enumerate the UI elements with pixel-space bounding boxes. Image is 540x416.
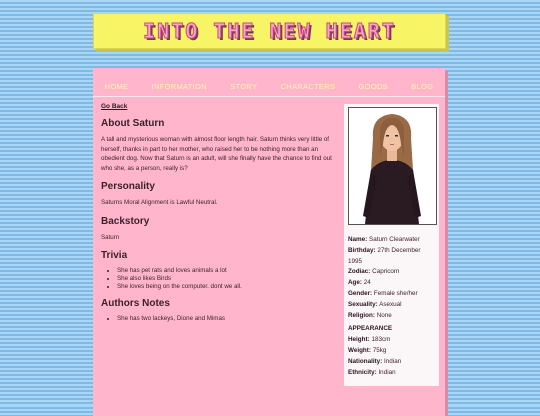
nav-home[interactable]: HOME bbox=[104, 81, 129, 91]
character-content bbox=[101, 118, 336, 331]
profile-ethnicity-row: Ethnicity: Indian bbox=[348, 368, 396, 376]
authors-notes-list bbox=[101, 315, 336, 323]
profile-sidebar bbox=[344, 104, 439, 392]
backstory-text: Saturn bbox=[101, 233, 120, 241]
list-item: • She has two lackeys, Dione and Mimas bbox=[117, 315, 336, 323]
site-title: INTO THE NEW HEART bbox=[143, 19, 396, 43]
trivia-list bbox=[101, 267, 336, 290]
profile-zodiac-row: Zodiac: Capricorn bbox=[348, 268, 400, 276]
profile-info bbox=[348, 235, 436, 378]
list-item: • She loves being on the computer. dont we all. bbox=[117, 283, 336, 291]
about-heading: About Saturn bbox=[101, 118, 165, 129]
list-item: • She also likes Birds bbox=[117, 275, 336, 283]
appearance-heading: APPEARANCE bbox=[348, 325, 393, 333]
main-panel bbox=[93, 68, 445, 398]
profile-birthday-row: Birthday: 27th December 1995 bbox=[348, 246, 421, 265]
personality-heading: Personality bbox=[101, 181, 155, 192]
profile-weight-row: Weight: 75kg bbox=[348, 346, 387, 354]
authors-notes-heading: Authors Notes bbox=[101, 298, 170, 310]
main-nav bbox=[93, 76, 445, 97]
about-text: A tall and mysterious woman with almost floor length hair. Saturn thinks very little of herself, thanks in part to her mother, who raised her to be nothing more than an obedient dog. Now that Saturn is an adult, will she finally have the chance to find out who she, as a person, really is? bbox=[101, 136, 332, 172]
go-back-link[interactable]: Go Back bbox=[101, 103, 128, 110]
list-item: • She has pet rats and loves animals a lot bbox=[117, 267, 336, 275]
personality-text: Saturns Moral Alignment is Lawful Neutral. bbox=[101, 199, 218, 206]
profile-name-row: Name: Saturn Clearwater bbox=[348, 236, 420, 243]
site-banner bbox=[93, 13, 446, 49]
profile-sexuality-row: Sexuality: Asexual bbox=[348, 300, 402, 308]
nav-story[interactable]: STORY bbox=[230, 81, 258, 91]
nav-characters[interactable]: CHARACTERS bbox=[280, 81, 336, 91]
character-portrait bbox=[348, 107, 437, 225]
nav-goods[interactable]: GOODS bbox=[358, 81, 388, 91]
profile-age-row: Age: 24 bbox=[348, 279, 371, 287]
profile-gender-row: Gender: Female she/her bbox=[348, 289, 418, 297]
portrait-illustration bbox=[349, 108, 436, 224]
nav-blog[interactable]: BLOG bbox=[411, 81, 434, 91]
footer-panel bbox=[93, 386, 445, 416]
nav-information[interactable]: INFORMATION bbox=[151, 81, 207, 91]
trivia-heading: Trivia bbox=[101, 250, 128, 261]
profile-nationality-row: Nationality: Indian bbox=[348, 357, 402, 365]
profile-religion-row: Religion: None bbox=[348, 311, 392, 319]
profile-height-row: Height: 183cm bbox=[348, 336, 391, 344]
backstory-heading: Backstory bbox=[101, 215, 150, 227]
